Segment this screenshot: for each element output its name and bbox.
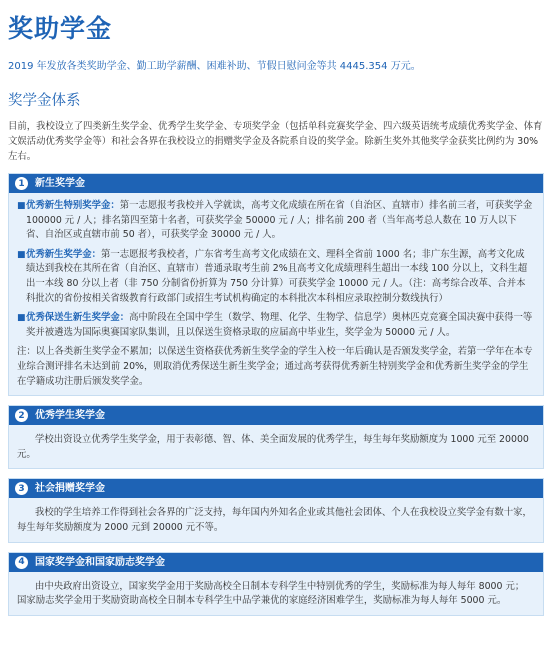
section-number-badge: 1 <box>15 177 28 190</box>
list-item-content <box>26 199 533 243</box>
section-title: 社会捐赠奖学金 <box>35 483 105 495</box>
section-header <box>9 406 543 425</box>
section-donation-scholarship <box>8 478 544 542</box>
section-title: 优秀学生奖学金 <box>35 410 105 422</box>
list-item <box>17 311 533 340</box>
section-national-scholarship <box>8 552 544 616</box>
list-item-text: 高中阶段在全国中学生（数学、物理、化学、生物学、信息学）奥林匹克竞赛全国决赛中获得一等奖并被遴选为国际奥赛国家队集训，且以保送生资格录取的应届高中毕业生，奖学金为 50000 元 / 人。 <box>26 312 533 338</box>
list-item-text: 第一志愿报考我校并入学就读，高考文化成绩在所在省（自治区、直辖市）排名前三者，可获奖学金 100000 元 / 人；排名第四至第十名者，可获奖学金 50000 元 / 人；排名前 200 者（当年高考总人数在 10 万人以下省、自治区或直辖市前 50 者），可获奖学金 30000 元 / 人。 <box>26 200 533 241</box>
list-item-label: 优秀保送生新生奖学金： <box>26 312 130 324</box>
list-item-content <box>26 311 533 340</box>
section-outstanding-student-scholarship <box>8 405 544 469</box>
page-subtitle: 2019 年发放各类奖助学金、勤工助学薪酬、困难补助、节假日慰问金等共 4445.354 万元。 <box>8 61 421 72</box>
section-freshman-scholarship <box>8 173 544 396</box>
bullet-icon: ■ <box>17 249 26 260</box>
section-title: 新生奖学金 <box>35 178 85 189</box>
scholarship-system-heading: 奖学金体系 <box>8 93 81 109</box>
list-item-content <box>26 248 533 306</box>
bullet-icon: ■ <box>17 313 26 324</box>
page-title: 奖助学金 <box>8 14 113 43</box>
section-number-badge: 4 <box>15 556 28 569</box>
section-title: 国家奖学金和国家励志奖学金 <box>35 556 165 568</box>
list-item-label: 优秀新生奖学金： <box>26 248 102 260</box>
list-item <box>17 199 533 243</box>
section-text: 我校的学生培养工作得到社会各界的广泛支持，每年国内外知名企业或其他社会团体、个人在我校设立奖学金有数十家，每生每年奖励额度为 2000 元到 20000 元不等。 <box>17 507 532 533</box>
section-text: 学校出资设立优秀学生奖学金，用于表彰德、智、体、美全面发展的优秀学生，每生每年奖励额度为 1000 元至 20000 元。 <box>17 434 529 460</box>
section-note: 注：以上各类新生奖学金不累加；以保送生资格获优秀新生奖学金的学生入校一年后确认是否颁发奖学金，若第一学年在本专业综合测评排名未达到前 20%，则取消优秀保送生新生奖学金；通过高考获得优秀新生特别奖学金和优秀新生奖学金的学生在学籍成功注册后颁发奖学金。 <box>17 346 533 387</box>
list-item-text: 第一志愿报考我校者，广东省考生高考文化成绩在文、理科全省前 1000 名；非广东生源，高考文化成绩达到我校在其所在省（自治区、直辖市）普通录取考生前 2%且高考文化成绩理科生超出一本线 100 分以上，文科生超出一本线 80 分以上者（非 750 分制省份折算为 750 分计算）可获奖学金 10000 元 / 人。（注：高考综合改革、合并本科批次的省份按相关省级教育行政部门或招生考试机构确定的本科批次本科相应录取控制分数线执行） <box>26 248 528 304</box>
section-header <box>9 553 543 572</box>
bullet-icon: ■ <box>17 201 26 211</box>
section-header <box>9 174 543 193</box>
section-body <box>9 193 543 395</box>
list-item-label: 优秀新生特别奖学金： <box>26 200 120 211</box>
section-header <box>9 479 543 498</box>
section-number-badge: 2 <box>15 409 28 422</box>
section-text: 由中央政府出资设立，国家奖学金用于奖励高校全日制本专科学生中特别优秀的学生，奖励标准为每人每年 8000 元；国家励志奖学金用于奖励资助高校全日制本专科学生中品学兼优的家庭经济困难学生，奖励标准为每人每年 5000 元。 <box>17 580 525 607</box>
section-number-badge: 3 <box>15 482 28 495</box>
list-item <box>17 248 533 306</box>
scholarship-system-intro: 目前，我校设立了四类新生奖学金、优秀学生奖学金、专项奖学金（包括单科竞赛奖学金、四六级英语统考成绩优秀奖学金、体育文娱活动优秀奖学金等）和社会各界在我校设立的捐赠奖学金及各院系自设的奖学金。除新生奖外其他奖学金获奖比例约为 30% 左右。 <box>8 121 543 162</box>
